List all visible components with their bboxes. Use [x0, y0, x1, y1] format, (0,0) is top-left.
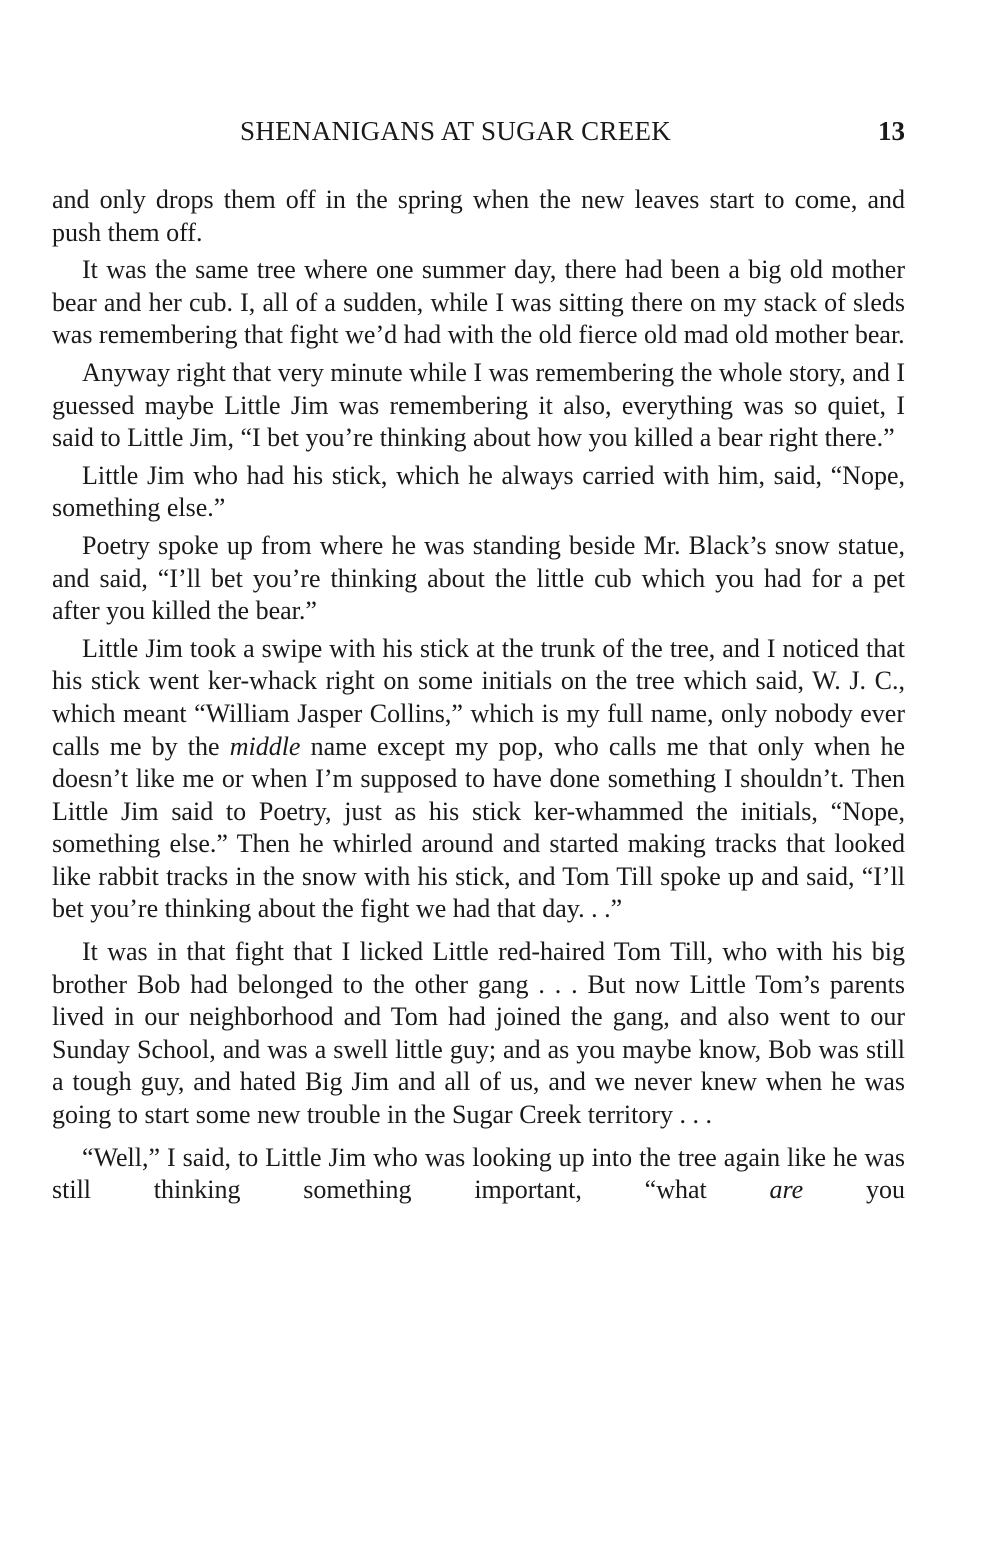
paragraph-7: It was in that fight that I licked Little red-haired Tom Till, who with his big brother Bob had belonged to the other gang . . . But now Little Tom’s parents lived in our neighborhood and Tom had joined the gang, and also went to our Sunday School, and was a swell little guy; and as you maybe know, Bob was still a tough guy, and hated Big Jim and all of us, and we never knew when he was going to start some new trouble in the Sugar Creek territory . . .	[52, 937, 905, 1130]
book-page	[52, 0, 905, 1544]
paragraph-8-emphasis: are	[769, 1175, 804, 1205]
paragraph-3: Anyway right that very minute while I was remembering the whole story, and I guessed maybe Little Jim was remembering it also, everything was so quiet, I said to Little Jim, “I bet you’re thinking about how you killed a bear right there.”	[52, 357, 905, 453]
paragraph-6	[52, 633, 905, 926]
paragraph-2: It was the same tree where one summer day, there had been a big old mother bear and her cub. I, all of a sudden, while I was sitting there on my stack of sleds was remembering that fight we’d had with the old fierce old mad old mother bear.	[52, 255, 905, 350]
paragraph-6-emphasis: middle	[229, 731, 301, 761]
page-header	[52, 116, 905, 156]
paragraph-5: Poetry spoke up from where he was standing beside Mr. Black’s snow statue, and said, “I’ll bet you’re thinking about the little cub which you had for a pet after you killed the bear.”	[52, 530, 905, 626]
paragraph-8-before: “Well,” I said, to Little Jim who was looking up into the tree again like he was still thinking something important, “what	[52, 1142, 905, 1205]
paragraph-8-after: you	[803, 1175, 906, 1205]
page-number: 13	[878, 116, 905, 146]
paragraph-4: Little Jim who had his stick, which he always carried with him, said, “Nope, something else.”	[52, 460, 905, 523]
paragraph-6-after: name except my pop, who calls me that only when he doesn’t like me or when I’m supposed to have done something I shouldn’t. Then Little Jim said to Poetry, just as his stick ker-whammed the initials, “Nope, something else.” Then he whirled around and started making tracks that looked like rabbit tracks in the snow with his stick, and Tom Till spoke up and said, “I’ll bet you’re thinking about the fight we had that day. . .”	[52, 731, 905, 924]
running-head: SHENANIGANS AT SUGAR CREEK	[240, 116, 672, 146]
paragraph-8	[52, 1142, 905, 1207]
paragraph-1: and only drops them off in the spring when the new leaves start to come, and push them off.	[52, 185, 905, 247]
paragraph-6-before: Little Jim took a swipe with his stick at the trunk of the tree, and I noticed that his stick went ker-whack right on some initials on the tree which said, W. J. C., which meant “William Jasper Collins,” which is my full name, only nobody ever calls me by the	[52, 633, 905, 761]
body-text	[52, 184, 905, 1212]
